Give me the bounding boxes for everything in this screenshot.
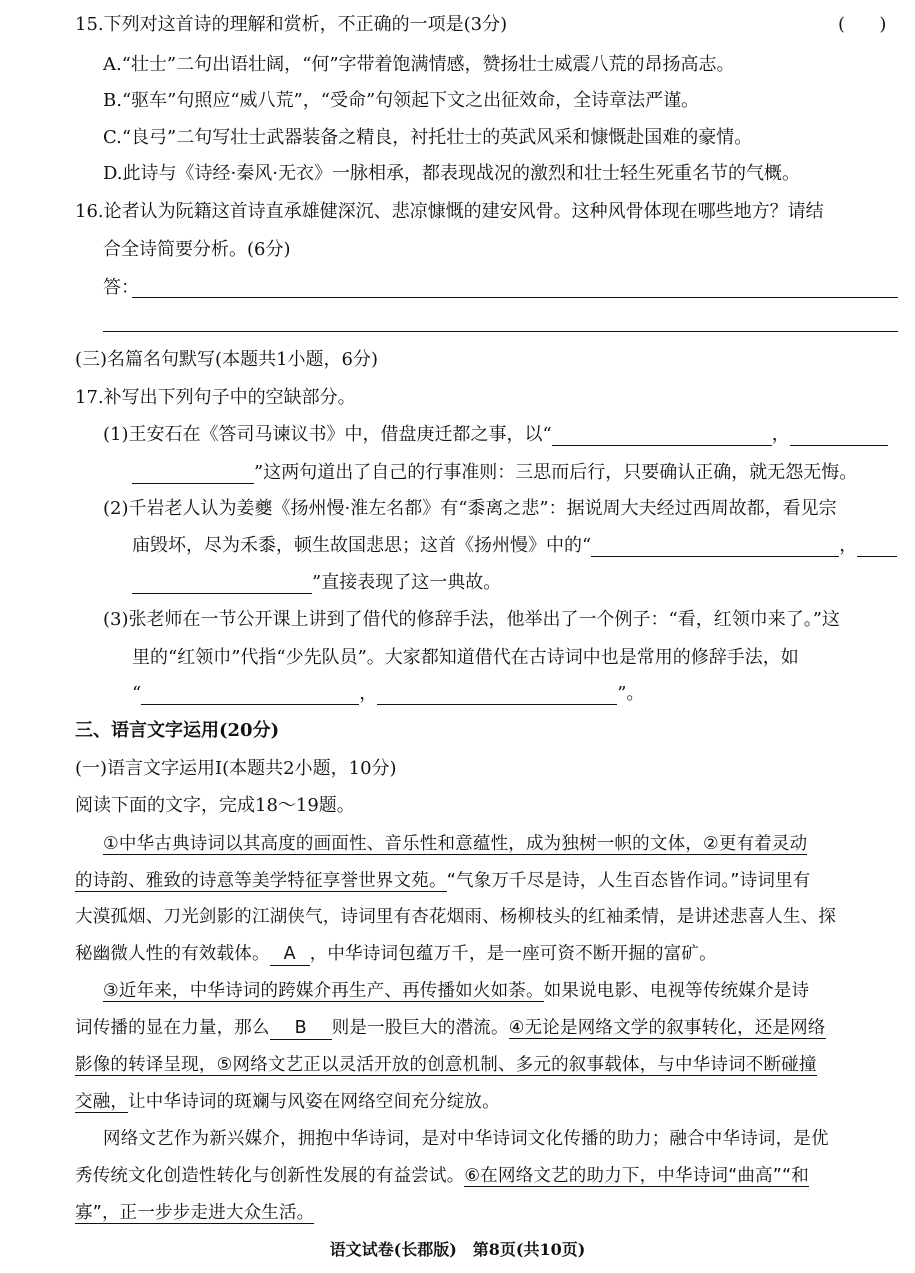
q17-item3-line2: 里的“红领巾”代指“少先队员”。大家都知道借代在古诗词中也是常用的修辞手法，如 [132, 647, 799, 668]
q17-item1-line1 [103, 424, 888, 446]
q17-item1-text-a: (1)王安石在《答司马谏议书》中，借盘庚迁都之事，以“ [103, 424, 552, 445]
q15-answer-bracket[interactable]: ( ) [838, 14, 887, 35]
q17-item2-line1: (2)千岩老人认为姜夔《扬州慢·淮左名都》有“黍离之悲”：据说周大夫经过西周故都，看见宗 [103, 498, 837, 519]
q16-stem-line2: 合全诗简要分析。(6分) [103, 239, 291, 260]
q17-item3-line1: (3)张老师在一节公开课上讲到了借代的修辞手法，他举出了一个例子：“看，红领巾来了。”这 [103, 609, 840, 630]
q17-item3-close-quote: ”。 [617, 683, 645, 704]
passage-sentence-1-2: ①中华古典诗词以其高度的画面性、音乐性和意蕴性，成为独树一帜的文体，②更有着灵动 [103, 834, 808, 854]
passage-p1-line2 [75, 870, 810, 892]
passage-sentence-2-end: 的诗韵、雅致的诗意等美学特征享誉世界文苑。 [75, 871, 447, 891]
passage-sentence-4: ④无论是网络文学的叙事转化，还是网络 [508, 1018, 826, 1038]
subsection-one-heading: (一)语言文字运用Ⅰ(本题共2小题，10分) [75, 758, 397, 779]
q16-answer-label: 答： [103, 277, 139, 298]
passage-p2-line2-b: 则是一股巨大的潜流。 [331, 1018, 509, 1038]
q17-stem: 17.补写出下列句子中的空缺部分。 [75, 387, 356, 408]
passage-sentence-5-end: 交融， [75, 1092, 129, 1112]
passage-p3-line2 [75, 1165, 809, 1187]
q17-blank-2a[interactable] [790, 427, 888, 446]
q17-blank-2b[interactable] [132, 465, 254, 484]
passage-sentence-6: ⑥在网络文艺的助力下，中华诗词“曲高”“和 [464, 1166, 809, 1186]
q17-item3-line3 [132, 683, 644, 705]
q15-option-c: C.“良弓”二句写壮士武器装备之精良，衬托壮士的英武风采和慷慨赴国难的豪情。 [103, 127, 753, 148]
q15-option-b: B.“驱车”句照应“威八荒”，“受命”句领起下文之出征效命，全诗章法严谨。 [103, 90, 700, 111]
passage-p3-line2-a: 秀传统文化创造性转化与创新性发展的有益尝试。 [75, 1166, 465, 1186]
gap-a[interactable]: A [270, 943, 310, 966]
gap-b[interactable]: B [270, 1017, 332, 1040]
q15-stem: 15.下列对这首诗的理解和赏析，不正确的一项是(3分) [75, 14, 508, 35]
passage-sentence-6-end: 寡”，正一步步走进大众生活。 [75, 1203, 315, 1223]
q17-blank-3[interactable] [591, 538, 839, 557]
passage-p2-line1-rest: 如果说电影、电视等传统媒介是诗 [543, 981, 810, 1001]
passage-p2-line4-rest: 让中华诗词的斑斓与风姿在网络空间充分绽放。 [128, 1092, 500, 1112]
q17-blank-6[interactable] [377, 686, 617, 705]
q16-answer-line-1[interactable] [132, 297, 898, 298]
q15-option-a: A.“壮士”二句出语壮阔，“何”字带着饱满情感，赞扬壮士威震八荒的昂扬高志。 [103, 54, 735, 75]
section-three-heading: (三)名篇名句默写(本题共1小题，6分) [75, 349, 378, 370]
q17-item1-text-b: ”这两句道出了自己的行事准则：三思而后行，只要确认正确，就无怨无悔。 [254, 462, 858, 483]
q17-blank-4a[interactable] [857, 538, 897, 557]
q16-stem-line1: 16.论者认为阮籍这首诗直承雄健深沉、悲凉慷慨的建安风骨。这种风骨体现在哪些地方？请结 [75, 201, 824, 222]
passage-p2-line2-a: 词传播的显在力量，那么 [75, 1018, 270, 1038]
passage-quote: “气象万千尽是诗，人生百态皆作词。”诗词里有 [446, 871, 811, 891]
passage-p3-line3 [75, 1202, 314, 1224]
q17-item3-comma: ， [359, 683, 378, 704]
passage-p2-line3 [75, 1054, 817, 1076]
passage-p1-line4-b: ，中华诗词包蕴万千，是一座可资不断开掘的富矿。 [309, 944, 717, 964]
passage-p1-line3: 大漠孤烟、刀光剑影的江湖侠气，诗词里有杏花烟雨、杨柳枝头的红袖柔情，是讲述悲喜人生、探 [75, 907, 837, 927]
q17-item2-text-c: ”直接表现了这一典故。 [312, 572, 502, 593]
passage-p1-line4 [75, 943, 717, 966]
passage-p2-line1 [103, 980, 809, 1002]
reading-instruction: 阅读下面的文字，完成18～19题。 [75, 795, 355, 816]
q17-item2-comma: ， [839, 535, 858, 556]
q17-item2-line3 [132, 572, 501, 594]
passage-p1-line1 [103, 833, 807, 855]
passage-sentence-5: 影像的转译呈现，⑤网络文艺正以灵活开放的创意机制、多元的叙事载体，与中华诗词不断碰撞 [75, 1055, 817, 1075]
q17-item3-open-quote: “ [132, 683, 142, 704]
page-footer: 语文试卷(长郡版) 第8页(共10页) [329, 1240, 586, 1259]
passage-sentence-3: ③近年来，中华诗词的跨媒介再生产、再传播如火如荼。 [103, 981, 544, 1001]
q16-answer-line-2[interactable] [103, 331, 898, 332]
q17-blank-5[interactable] [141, 686, 359, 705]
passage-p2-line2 [75, 1017, 826, 1040]
q17-item1-line2 [132, 462, 857, 484]
passage-p1-line4-a: 秘幽微人性的有效载体。 [75, 944, 270, 964]
q17-item2-line2 [132, 535, 897, 557]
q15-option-d: D.此诗与《诗经·秦风·无衣》一脉相承，都表现战况的激烈和壮士轻生死重名节的气概。 [103, 163, 800, 184]
passage-p3-line1: 网络文艺作为新兴媒介，拥抱中华诗词，是对中华诗词文化传播的助力；融合中华诗词，是优 [103, 1129, 829, 1149]
q17-item1-comma: ， [771, 424, 790, 445]
passage-p2-line4 [75, 1091, 500, 1113]
q17-blank-4b[interactable] [132, 575, 312, 594]
q17-item2-text-b: 庙毁坏，尽为禾黍，顿生故国悲思；这首《扬州慢》中的“ [132, 535, 592, 556]
q17-blank-1[interactable] [552, 427, 772, 446]
part-three-heading: 三、语言文字运用(20分) [75, 720, 280, 741]
